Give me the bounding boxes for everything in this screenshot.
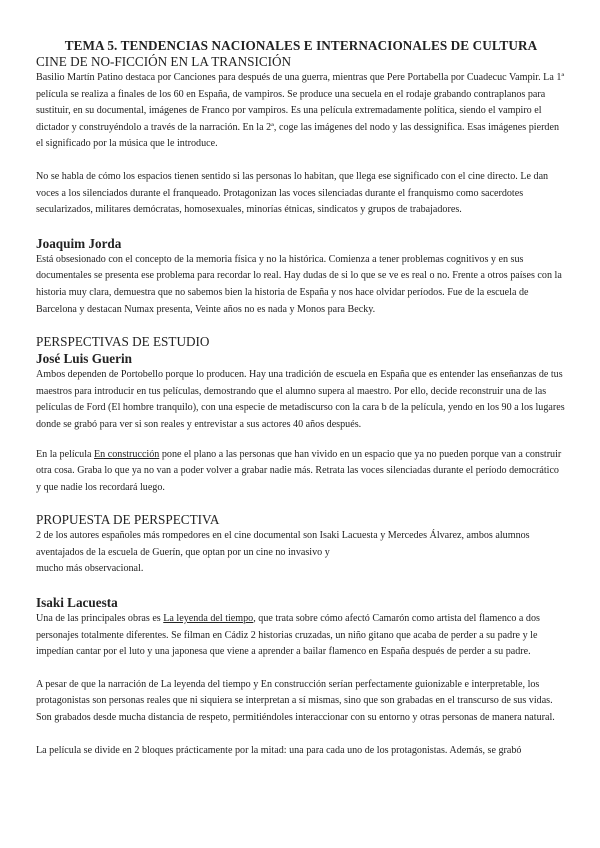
paragraph [36,611,566,661]
paragraph: Ambos dependen de Portobello porque lo producen. Hay una tradición de escuela en España que es entender las enseñanzas de tus maestros para introducir en tus películas, demostrando que el alumno supera al maestro. Por ello, decide reconstruir una de las películas de Ford (El hombre tranquilo), con una especie de metadiscurso con la cara b de la película, yendo en los 90 a los lugares donde se grabó para ver si son reales y entrevistar a sus actores 40 años después. [36,369,565,430]
text-run: En la película [36,448,95,460]
film-title-en-construccion: En construcción [94,448,160,460]
text-run: , que trata sobre cómo afectó Camarón como artista del flamenco a dos personajes totalmente diferentes. Se filman en Cádiz 2 historias cruzadas, un niño gitano que acaba de perder a su padre y le impedían cantar por el luto y una japonesa que viene a aprender a bailar flamenco en España después de perder a su padre. [36,613,540,658]
text-run: 2 de los autores españoles más rompedores en el cine documental son Isaki Lacuesta y Mercedes Álvarez, ambos alumnos aventajados de la escuela de Guerín, que optan por un cine no invasivo y [36,530,530,558]
paragraph: La película se divide en 2 bloques prácticamente por la mitad: una para cada uno de los protagonistas. Además, se grabó [36,744,522,756]
text-run: Una de las principales obras es [36,613,164,625]
text-run: pone el plano a las personas que han vivido en un espacio que ya no pueden porque van a construir otra cosa. Graba lo que ya no van a poder volver a grabar nadie más. Retrata las voces silenciadas durante el período democrático y que nadie los recordará luego. [36,448,562,493]
heading-jose-luis-guerin: José Luis Guerin [36,351,132,367]
heading-joaquim-jorda: Joaquim Jorda [36,235,122,251]
paragraph [36,528,566,578]
paragraph: Basilio Martín Patino destaca por Canciones para después de una guerra, mientras que Pere Portabella por Cuadecuc Vampir. La 1ª película se realiza a finales de los 60 en España, de vampiros. Se produce una secuela en el rodaje grabando contraplanos para sustituir, en su documental, imágenes de Franco por vampiros. Es una película extremadamente política, siendo el vampiro el dictador y construyéndolo a través de la narración. En la 2ª, coge las imágenes del nodo y las dessignifica. Esas imágenes pierden el significado por la música que le introduce. [36,72,565,150]
document-title: TEMA 5. TENDENCIAS NACIONALES E INTERNACIONALES DE CULTURA [64,38,538,53]
section-heading-propuesta: PROPUESTA DE PERSPECTIVA [36,512,220,528]
section-heading-perspectivas: PERSPECTIVAS DE ESTUDIO [36,334,210,350]
text-run: mucho más observacional. [36,563,144,575]
section-heading-transicion: CINE DE NO-FICCIÓN EN LA TRANSICIÓN [36,54,292,69]
heading-isaki-lacuesta: Isaki Lacuesta [36,595,118,611]
paragraph [36,447,566,497]
paragraph: Está obsesionado con el concepto de la memoria física y no la histórica. Comienza a tener problemas cognitivos y en sus documentales se presenta ese problema para recordar lo real. Hay dudas de si lo que se ve es real o no. Frente a otros países con la historia muy clara, demuestra que no sabemos bien la historia de España y nos hace olvidar períodos. Fue de la escuela de Barcelona y destacan Numax presenta, Veinte años no es nada y Monos para Becky. [36,253,562,315]
film-title-la-leyenda-del-tiempo: La leyenda del tiempo [163,613,254,625]
paragraph: A pesar de que la narración de La leyenda del tiempo y En construcción serían perfectamente guionizable e interpretable, los protagonistas son personas reales que ni siquiera se interpretan a sí mismas, sino que son grabadas en el transcurso de sus vidas. Son grabados desde mucha distancia de respeto, permitiéndoles interaccionar con su entorno y otras personas de manera natural. [36,678,555,724]
paragraph: No se habla de cómo los espacios tienen sentido si las personas lo habitan, que llega ese significado con el cine directo. Le dan voces a los silenciados durante el franqueado. Protagonizan las voces silenciadas durante el franquismo como sacerdotes secularizados, militares demócratas, homosexuales, minorías étnicas, sindicatos y grupos de trabajadores. [36,170,549,216]
